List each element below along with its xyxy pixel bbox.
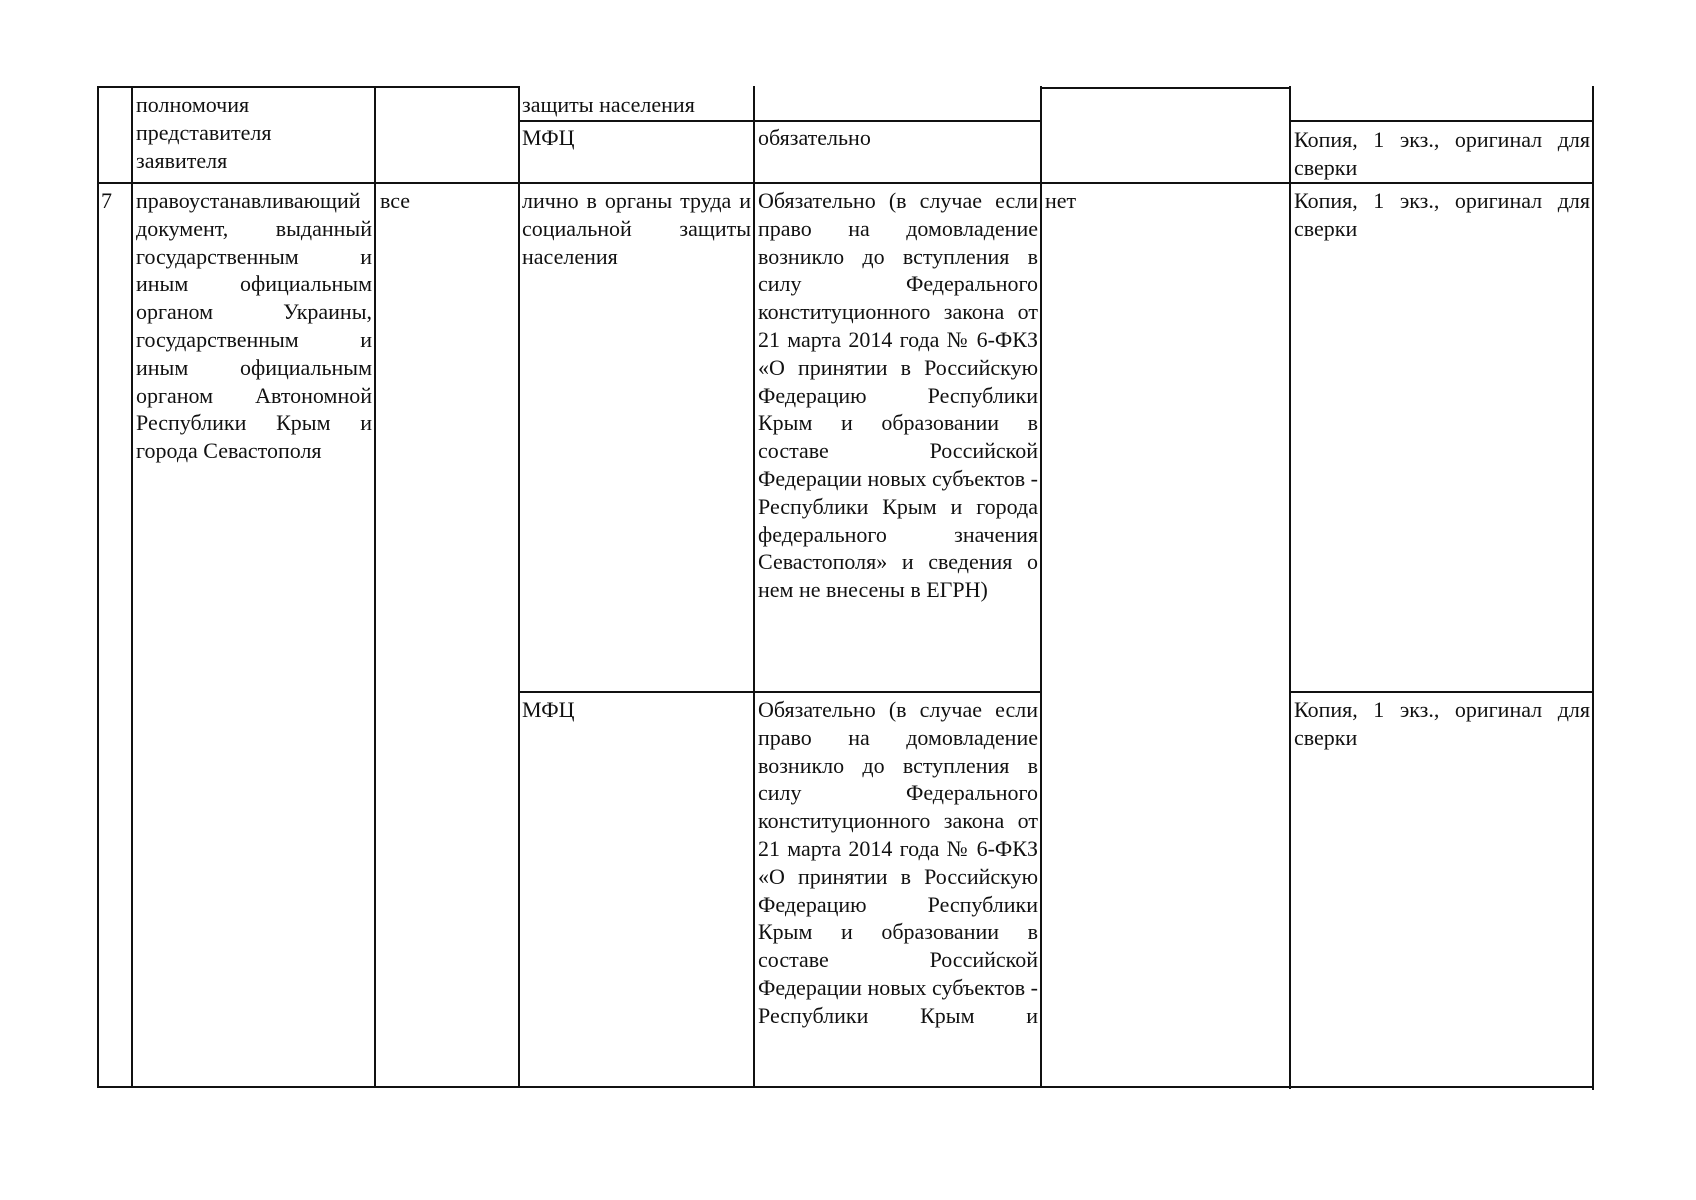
row-divider-7-sub	[518, 691, 1042, 693]
row-7-number: 7	[101, 188, 112, 213]
prev-form-2: Копия, 1 экз., оригинал для сверки	[1294, 127, 1590, 180]
row-divider-7	[97, 182, 1594, 184]
row-divider-7-sub-right	[1289, 691, 1594, 693]
row-divider-prev-sub	[518, 120, 1042, 122]
row-7-channel-1: лично в органы труда и социальной защиты населения	[522, 188, 751, 269]
prev-channel-1: защиты населения	[522, 92, 695, 117]
column-divider-number	[131, 86, 133, 1088]
row-7-form-1: Копия, 1 экз., оригинал для сверки	[1294, 188, 1590, 241]
column-divider-channel	[753, 86, 755, 1088]
prev-channel-2: МФЦ	[522, 125, 575, 150]
column-divider-name	[374, 86, 376, 1088]
row-7-form-2: Копия, 1 экз., оригинал для сверки	[1294, 697, 1590, 750]
table-bottom-border	[97, 1086, 1592, 1088]
prev-document-name: полномочия представителя заявителя	[136, 92, 272, 173]
column-divider-required	[1040, 86, 1042, 1088]
table-top-border-middle	[1040, 87, 1291, 89]
row-7-interagency: нет	[1045, 188, 1077, 213]
table-border-left	[97, 86, 99, 1088]
row-7-category: все	[380, 188, 411, 213]
column-divider-category	[518, 86, 520, 1088]
row-7-document-name: правоустанавливающий документ, выданный государственным и иным официальным органом Украины, государственным и иным официальным органом Автономной Республики Крым и города Севастополя	[136, 188, 372, 464]
prev-required-2: обязательно	[758, 125, 871, 150]
row-7-required-2: Обязательно (в случае если право на домовладение возникло до вступления в силу Федерального конституционного закона от 21 марта 2014 года № 6-ФКЗ «О принятии в Российскую Федерацию Республики Крым и образовании в составе Российской Федерации новых субъектов - Республики Крым и	[758, 697, 1038, 1028]
row-7-required-1: Обязательно (в случае если право на домовладение возникло до вступления в силу Федерального конституционного закона от 21 марта 2014 года № 6-ФКЗ «О принятии в Российскую Федерацию Республики Крым и образовании в составе Российской Федерации новых субъектов - Республики Крым и города федерального значения Севастополя» и сведения о нем не внесены в ЕГРН)	[758, 188, 1038, 603]
table-border-right	[1592, 86, 1594, 1090]
table-top-border-left	[97, 86, 520, 88]
column-divider-interagency	[1289, 86, 1291, 1089]
row-divider-prev-sub-right	[1289, 120, 1594, 122]
row-7-channel-2: МФЦ	[522, 697, 575, 722]
